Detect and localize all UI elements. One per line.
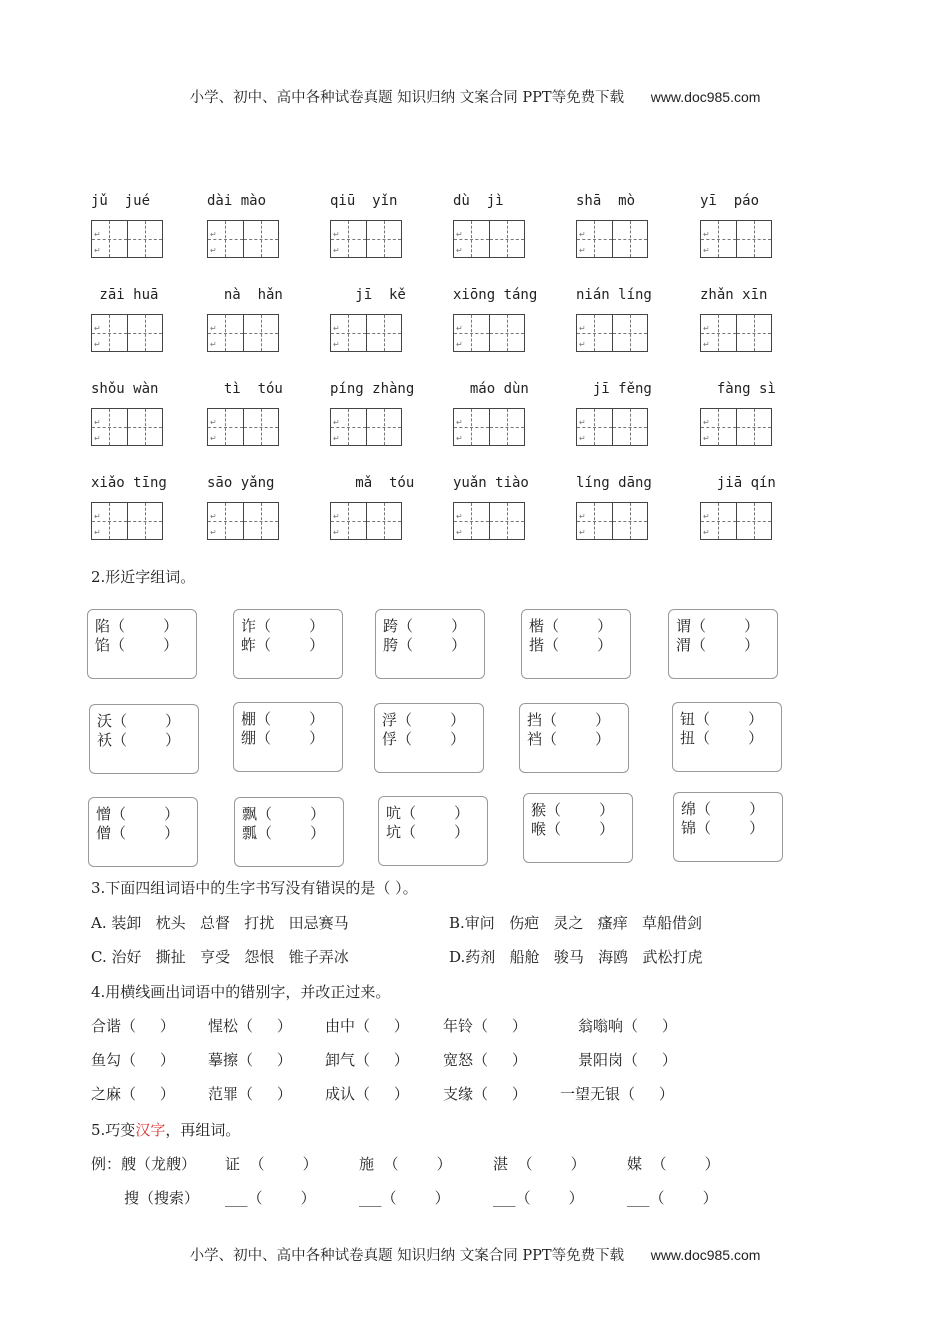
q5-title-red: 汉字	[135, 1121, 166, 1139]
word-pair-line[interactable]: 僧（ ）	[96, 824, 180, 842]
return-mark-icon: ↵	[210, 528, 217, 537]
tianzige-box[interactable]	[576, 502, 648, 540]
pinyin-label: máo dùn	[453, 381, 529, 397]
tianzige-cell[interactable]	[489, 409, 525, 445]
word-pair-line[interactable]: 谓（ ）	[676, 617, 760, 635]
footer-site[interactable]: www.doc985.com	[650, 1247, 761, 1263]
return-mark-icon: ↵	[703, 324, 710, 333]
word-pair-line[interactable]: 棚（ ）	[241, 710, 325, 728]
correction-item[interactable]: 年铃（ ）	[443, 1017, 527, 1035]
tianzige-box[interactable]	[576, 408, 648, 446]
pinyin-label: shǒu wàn	[91, 381, 159, 397]
page-footer	[0, 1244, 950, 1265]
tianzige-cell[interactable]	[489, 503, 525, 539]
pinyin-label: zhǎn xīn	[700, 287, 768, 303]
tianzige-cell[interactable]	[366, 221, 402, 257]
correction-item[interactable]: 合谐（ ）	[91, 1017, 175, 1035]
word-pair-line[interactable]: 浮（ ）	[382, 711, 466, 729]
tianzige-cell[interactable]	[736, 503, 772, 539]
tianzige-cell[interactable]	[366, 503, 402, 539]
word-pair-line[interactable]: 渭（ ）	[676, 636, 760, 654]
pinyin-label: fàng sì	[700, 381, 776, 397]
correction-item[interactable]: 支缘（ ）	[443, 1085, 527, 1103]
word-pair-line[interactable]: 袄（ ）	[97, 731, 181, 749]
word-pair-box	[523, 793, 633, 863]
word-pair-box	[375, 609, 485, 679]
tianzige-box[interactable]	[700, 314, 772, 352]
correction-item[interactable]: 一望无银（ ）	[560, 1085, 674, 1103]
correction-item[interactable]: 范罪（ ）	[208, 1085, 292, 1103]
return-mark-icon: ↵	[456, 528, 463, 537]
header-text: 小学、初中、高中各种试卷真题 知识归纳 文案合同 PPT等免费下载	[189, 90, 625, 106]
tianzige-box[interactable]	[207, 502, 279, 540]
word-pair-line[interactable]: 胯（ ）	[383, 636, 467, 654]
tianzige-cell[interactable]	[489, 221, 525, 257]
word-pair-box	[233, 702, 343, 772]
return-mark-icon: ↵	[333, 512, 340, 521]
word-pair-line[interactable]: 瓢（ ）	[242, 824, 326, 842]
word-pair-line[interactable]: 锦（ ）	[681, 819, 765, 837]
tianzige-box[interactable]	[453, 408, 525, 446]
q3-option-d: D.药剂 船舱 骏马 海鸥 武松打虎	[449, 948, 703, 966]
return-mark-icon: ↵	[703, 418, 710, 427]
pinyin-label: líng dāng	[576, 475, 652, 491]
pinyin-label: dù jì	[453, 193, 504, 209]
q5-title-pre: 5.巧变	[91, 1121, 136, 1139]
return-mark-icon: ↵	[333, 340, 340, 349]
fill-item[interactable]: 证 （ ）	[225, 1155, 318, 1173]
word-pair-line[interactable]: 沃（ ）	[97, 712, 181, 730]
footer-text: 小学、初中、高中各种试卷真题 知识归纳 文案合同 PPT等免费下载	[189, 1248, 625, 1264]
q3-option-b: B.审问 伤疤 灵之 瘙痒 草船借剑	[449, 914, 703, 932]
fill-item[interactable]: ___（ ）	[493, 1189, 584, 1207]
return-mark-icon: ↵	[703, 512, 710, 521]
pinyin-label: yī páo	[700, 193, 760, 209]
pinyin-label: shā mò	[576, 193, 636, 209]
tianzige-box[interactable]	[330, 408, 402, 446]
return-mark-icon: ↵	[456, 246, 463, 255]
fill-item[interactable]: 湛 （ ）	[493, 1155, 586, 1173]
word-pair-line[interactable]: 裆（ ）	[527, 730, 611, 748]
return-mark-icon: ↵	[456, 512, 463, 521]
return-mark-icon: ↵	[703, 434, 710, 443]
return-mark-icon: ↵	[210, 230, 217, 239]
tianzige-cell[interactable]	[736, 221, 772, 257]
tianzige-cell[interactable]	[612, 503, 648, 539]
fill-item[interactable]: ___（ ）	[627, 1189, 718, 1207]
correction-item[interactable]: 景阳岗（ ）	[578, 1051, 677, 1069]
return-mark-icon: ↵	[456, 324, 463, 333]
q5-title	[91, 1119, 240, 1140]
word-pair-line[interactable]: 馅（ ）	[95, 636, 179, 654]
return-mark-icon: ↵	[94, 246, 101, 255]
example-item: 例：艘（龙艘）	[91, 1155, 197, 1173]
q3-option-a: A. 装卸 枕头 总督 打扰 田忌赛马	[91, 914, 349, 932]
word-pair-line[interactable]: 飘（ ）	[242, 805, 326, 823]
tianzige-box[interactable]	[576, 220, 648, 258]
tianzige-box[interactable]	[700, 408, 772, 446]
return-mark-icon: ↵	[579, 246, 586, 255]
tianzige-cell[interactable]	[612, 315, 648, 351]
word-pair-box	[374, 703, 484, 773]
word-pair-box	[668, 609, 778, 679]
return-mark-icon: ↵	[210, 340, 217, 349]
return-mark-icon: ↵	[333, 324, 340, 333]
tianzige-cell[interactable]	[366, 315, 402, 351]
q2-title: 2.形近字组词。	[91, 568, 196, 586]
tianzige-box[interactable]	[330, 314, 402, 352]
q3-option-c: C. 治好 撕扯 亨受 怨恨 锥子弄冰	[91, 948, 349, 966]
pinyin-label: jiā qín	[700, 475, 776, 491]
q5-title-post: ，再组词。	[165, 1121, 241, 1139]
tianzige-cell[interactable]	[489, 315, 525, 351]
return-mark-icon: ↵	[210, 418, 217, 427]
word-pair-line[interactable]: 吭（ ）	[386, 804, 470, 822]
header-site[interactable]: www.doc985.com	[650, 89, 761, 105]
example-item: 搜（搜索）	[124, 1189, 200, 1207]
pinyin-label: yuǎn tiào	[453, 475, 529, 491]
pinyin-label: nián líng	[576, 287, 652, 303]
tianzige-box[interactable]	[207, 314, 279, 352]
correction-item[interactable]: 摹擦（ ）	[208, 1051, 292, 1069]
return-mark-icon: ↵	[456, 230, 463, 239]
correction-item[interactable]: 宽怒（ ）	[443, 1051, 527, 1069]
return-mark-icon: ↵	[94, 528, 101, 537]
pinyin-label: dài mào	[207, 193, 267, 209]
return-mark-icon: ↵	[210, 246, 217, 255]
return-mark-icon: ↵	[703, 528, 710, 537]
return-mark-icon: ↵	[703, 230, 710, 239]
word-pair-line[interactable]: 俘（ ）	[382, 730, 466, 748]
tianzige-cell[interactable]	[243, 221, 279, 257]
pinyin-label: zāi huā	[91, 287, 159, 303]
return-mark-icon: ↵	[703, 340, 710, 349]
word-pair-box	[672, 702, 782, 772]
pinyin-label: sāo yǎng	[207, 475, 275, 491]
word-pair-line[interactable]: 憎（ ）	[96, 805, 180, 823]
tianzige-cell[interactable]	[243, 315, 279, 351]
tianzige-box[interactable]	[700, 220, 772, 258]
return-mark-icon: ↵	[579, 418, 586, 427]
pinyin-label: jī kě	[330, 287, 406, 303]
correction-item[interactable]: 翁嗡响（ ）	[578, 1017, 677, 1035]
tianzige-cell[interactable]	[736, 409, 772, 445]
fill-item[interactable]: ___（ ）	[359, 1189, 450, 1207]
tianzige-cell[interactable]	[243, 409, 279, 445]
word-pair-box	[519, 703, 629, 773]
correction-item[interactable]: 由中（ ）	[325, 1017, 409, 1035]
word-pair-box	[233, 609, 343, 679]
return-mark-icon: ↵	[579, 528, 586, 537]
correction-item[interactable]: 惺松（ ）	[208, 1017, 292, 1035]
return-mark-icon: ↵	[94, 434, 101, 443]
return-mark-icon: ↵	[94, 324, 101, 333]
tianzige-box[interactable]	[330, 220, 402, 258]
return-mark-icon: ↵	[210, 324, 217, 333]
word-pair-box	[673, 792, 783, 862]
return-mark-icon: ↵	[333, 246, 340, 255]
fill-item[interactable]: ___（ ）	[225, 1189, 316, 1207]
word-pair-line[interactable]: 猴（ ）	[531, 801, 615, 819]
return-mark-icon: ↵	[333, 418, 340, 427]
return-mark-icon: ↵	[94, 340, 101, 349]
tianzige-cell[interactable]	[736, 315, 772, 351]
return-mark-icon: ↵	[456, 434, 463, 443]
page-header	[0, 86, 950, 107]
tianzige-box[interactable]	[207, 220, 279, 258]
return-mark-icon: ↵	[579, 434, 586, 443]
tianzige-box[interactable]	[453, 502, 525, 540]
pinyin-label: xiōng táng	[453, 287, 538, 303]
tianzige-box[interactable]	[453, 314, 525, 352]
return-mark-icon: ↵	[94, 512, 101, 521]
pinyin-label: qiū yǐn	[330, 193, 398, 209]
tianzige-cell[interactable]	[127, 221, 163, 257]
return-mark-icon: ↵	[333, 434, 340, 443]
tianzige-cell[interactable]	[612, 409, 648, 445]
q4-title: 4.用横线画出词语中的错别字，并改正过来。	[91, 983, 391, 1001]
pinyin-label: jǔ jué	[91, 193, 151, 209]
word-pair-line[interactable]: 钮（ ）	[680, 710, 764, 728]
word-pair-line[interactable]: 挡（ ）	[527, 711, 611, 729]
return-mark-icon: ↵	[210, 434, 217, 443]
word-pair-box	[87, 609, 197, 679]
return-mark-icon: ↵	[579, 512, 586, 521]
word-pair-line[interactable]: 绷（ ）	[241, 729, 325, 747]
word-pair-line[interactable]: 诈（ ）	[241, 617, 325, 635]
return-mark-icon: ↵	[94, 230, 101, 239]
word-pair-line[interactable]: 绵（ ）	[681, 800, 765, 818]
return-mark-icon: ↵	[456, 418, 463, 427]
tianzige-cell[interactable]	[366, 409, 402, 445]
word-pair-line[interactable]: 跨（ ）	[383, 617, 467, 635]
return-mark-icon: ↵	[456, 340, 463, 349]
return-mark-icon: ↵	[579, 230, 586, 239]
pinyin-label: xiǎo tīng	[91, 475, 167, 491]
tianzige-box[interactable]	[576, 314, 648, 352]
return-mark-icon: ↵	[333, 528, 340, 537]
tianzige-cell[interactable]	[243, 503, 279, 539]
pinyin-label: píng zhàng	[330, 381, 415, 397]
tianzige-cell[interactable]	[127, 503, 163, 539]
word-pair-line[interactable]: 喉（ ）	[531, 820, 615, 838]
correction-item[interactable]: 卸气（ ）	[325, 1051, 409, 1069]
word-pair-box	[234, 797, 344, 867]
tianzige-cell[interactable]	[127, 315, 163, 351]
pinyin-label: tì tóu	[207, 381, 283, 397]
correction-item[interactable]: 之麻（ ）	[91, 1085, 175, 1103]
tianzige-box[interactable]	[453, 220, 525, 258]
tianzige-box[interactable]	[91, 314, 163, 352]
word-pair-box	[378, 796, 488, 866]
tianzige-cell[interactable]	[127, 409, 163, 445]
return-mark-icon: ↵	[94, 418, 101, 427]
pinyin-label: mǎ tóu	[330, 475, 415, 491]
return-mark-icon: ↵	[703, 246, 710, 255]
return-mark-icon: ↵	[579, 340, 586, 349]
correction-item[interactable]: 成认（ ）	[325, 1085, 409, 1103]
fill-item[interactable]: 媒 （ ）	[627, 1155, 720, 1173]
return-mark-icon: ↵	[210, 512, 217, 521]
word-pair-line[interactable]: 楷（ ）	[529, 617, 613, 635]
return-mark-icon: ↵	[579, 324, 586, 333]
word-pair-box	[89, 704, 199, 774]
return-mark-icon: ↵	[333, 230, 340, 239]
word-pair-line[interactable]: 陷（ ）	[95, 617, 179, 635]
word-pair-line[interactable]: 坑（ ）	[386, 823, 470, 841]
tianzige-box[interactable]	[91, 408, 163, 446]
fill-item[interactable]: 施 （ ）	[359, 1155, 452, 1173]
tianzige-box[interactable]	[700, 502, 772, 540]
correction-item[interactable]: 鱼勾（ ）	[91, 1051, 175, 1069]
tianzige-box[interactable]	[91, 220, 163, 258]
tianzige-cell[interactable]	[612, 221, 648, 257]
tianzige-box[interactable]	[207, 408, 279, 446]
word-pair-box	[88, 797, 198, 867]
pinyin-label: nà hǎn	[207, 287, 283, 303]
pinyin-label: jī fěng	[576, 381, 652, 397]
word-pair-line[interactable]: 扭（ ）	[680, 729, 764, 747]
q3-title: 3.下面四组词语中的生字书写没有错误的是（ ）。	[91, 879, 418, 897]
word-pair-line[interactable]: 蚱（ ）	[241, 636, 325, 654]
word-pair-box	[521, 609, 631, 679]
tianzige-box[interactable]	[330, 502, 402, 540]
tianzige-box[interactable]	[91, 502, 163, 540]
word-pair-line[interactable]: 揩（ ）	[529, 636, 613, 654]
